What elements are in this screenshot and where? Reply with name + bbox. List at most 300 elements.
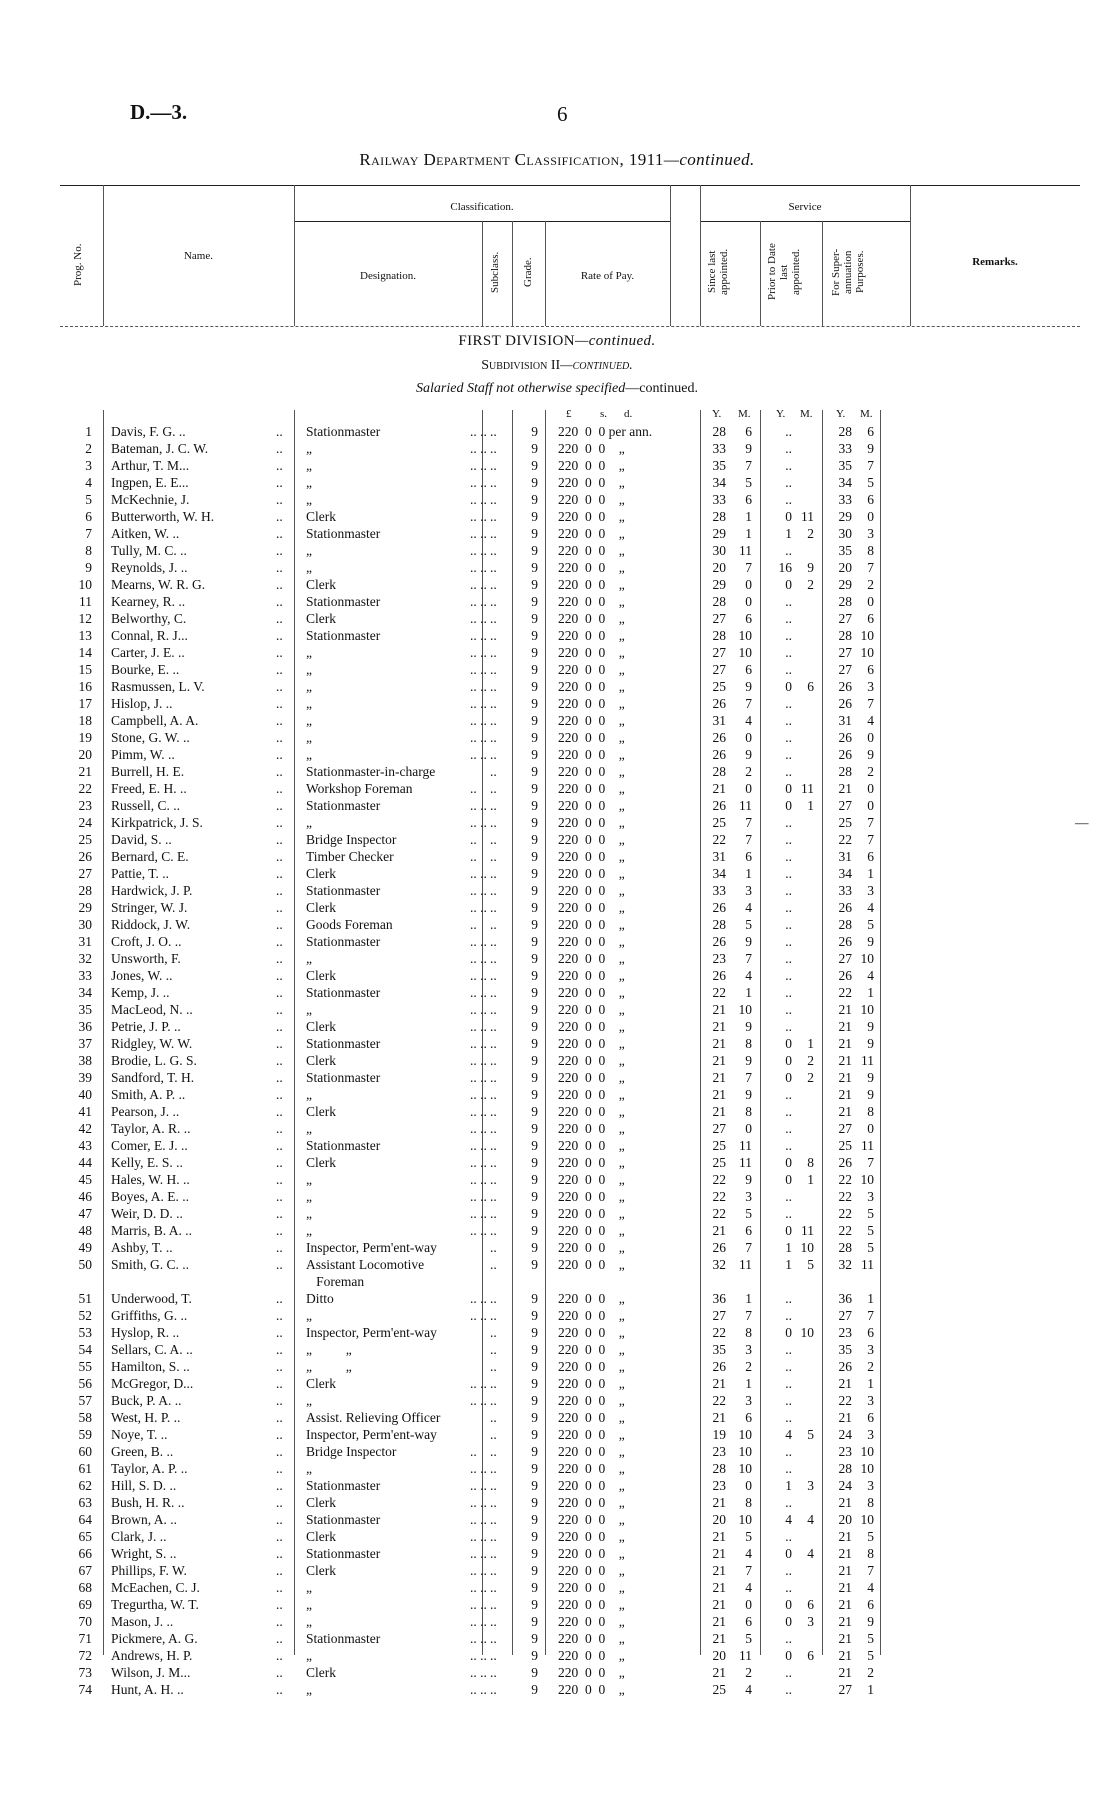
since-months-cell: 10 [738, 1427, 752, 1442]
designation-cell: Stationmaster [306, 1478, 381, 1493]
table-row [0, 441, 1114, 457]
super-years-cell: 22 [838, 1172, 852, 1187]
leader-dots: .. .. [470, 1461, 487, 1476]
super-months-cell: 9 [867, 1070, 874, 1085]
rate-of-pay-cell: 220 0 0 „ [558, 1682, 625, 1697]
super-months-cell: 0 [867, 781, 874, 796]
grade-cell: 9 [531, 747, 538, 762]
leader-dots: .. [276, 764, 283, 779]
since-months-cell: 10 [738, 1512, 752, 1527]
since-months-cell: 2 [745, 1665, 752, 1680]
grade-cell: 9 [531, 1087, 538, 1102]
super-years-cell: 21 [838, 1376, 852, 1391]
table-row [0, 1427, 1114, 1443]
prior-years-cell: .. [785, 1393, 792, 1408]
name-cell: Stone, G. W. .. [111, 730, 190, 745]
since-years-cell: 35 [712, 458, 726, 473]
prior-months-cell: 11 [801, 781, 814, 796]
since-months-cell: 9 [745, 441, 752, 456]
name-cell: Tregurtha, W. T. [111, 1597, 199, 1612]
rate-of-pay-cell: 220 0 0 „ [558, 1529, 625, 1544]
subdivision-title [0, 358, 1114, 374]
leader-dots: .. .. [470, 815, 487, 830]
subclass-cell: .. [490, 917, 497, 932]
table-row [0, 1648, 1114, 1664]
table-row [0, 900, 1114, 916]
subclass-cell: .. [490, 849, 497, 864]
table-row [0, 934, 1114, 950]
leader-dots: .. .. [470, 1121, 487, 1136]
since-years-cell: 22 [712, 1325, 726, 1340]
since-months-cell: 9 [745, 747, 752, 762]
leader-dots: .. .. [470, 985, 487, 1000]
rate-of-pay-cell: 220 0 0 „ [558, 1478, 625, 1493]
subclass-cell: .. [490, 1461, 497, 1476]
subclass-cell: .. [490, 458, 497, 473]
super-months-cell: 5 [867, 917, 874, 932]
grade-cell: 9 [531, 475, 538, 490]
prior-years-cell: 0 [785, 1036, 792, 1051]
super-months-cell: 7 [867, 1155, 874, 1170]
super-years-cell: 24 [838, 1478, 852, 1493]
prior-years-cell: .. [785, 883, 792, 898]
grade-cell: 9 [531, 1580, 538, 1595]
rate-of-pay-cell: 220 0 0 „ [558, 1512, 625, 1527]
table-row [0, 1597, 1114, 1613]
subclass-cell: .. [490, 815, 497, 830]
subclass-cell: .. [490, 628, 497, 643]
designation-cell: Bridge Inspector [306, 832, 397, 847]
super-years-cell: 28 [838, 628, 852, 643]
since-months-cell: 7 [745, 815, 752, 830]
since-months-cell: 7 [745, 832, 752, 847]
designation-cell: „ [306, 1087, 312, 1102]
prior-years-cell: .. [785, 917, 792, 932]
prog-no-heading: Prog. No. [72, 243, 84, 287]
super-years-cell: 27 [838, 611, 852, 626]
leader-dots: .. [276, 781, 283, 796]
prog-no-cell: 62 [78, 1478, 92, 1493]
prior-years-cell: 0 [785, 509, 792, 524]
super-months-cell: 7 [867, 458, 874, 473]
prior-years-cell: 0 [785, 1070, 792, 1085]
name-cell: Kearney, R. .. [111, 594, 186, 609]
rate-of-pay-cell: 220 0 0 „ [558, 730, 625, 745]
leader-dots: .. [276, 1002, 283, 1017]
table-row [0, 1359, 1114, 1375]
leader-dots: .. .. [470, 747, 487, 762]
super-months-cell: 0 [867, 798, 874, 813]
prior-years-cell: .. [785, 934, 792, 949]
super-years-cell: 21 [838, 781, 852, 796]
since-years-cell: 20 [712, 1648, 726, 1663]
leader-dots: .. .. [470, 1665, 487, 1680]
grade-cell: 9 [531, 662, 538, 677]
super-years-cell: 28 [838, 424, 852, 439]
super-months-cell: 8 [867, 1495, 874, 1510]
since-months-cell: 2 [745, 1359, 752, 1374]
leader-dots: .. .. [470, 1614, 487, 1629]
table-row [0, 475, 1114, 491]
leader-dots: .. [276, 594, 283, 609]
since-months-cell: 4 [745, 900, 752, 915]
name-cell: Clark, J. .. [111, 1529, 167, 1544]
table-row [0, 1053, 1114, 1069]
name-cell: Taylor, A. R. .. [111, 1121, 191, 1136]
prior-months-cell: 5 [807, 1257, 814, 1272]
super-years-cell: 21 [838, 1665, 852, 1680]
since-years-cell: 26 [712, 798, 726, 813]
table-row [0, 1580, 1114, 1596]
prior-years-cell: .. [785, 594, 792, 609]
prior-years-cell: .. [785, 832, 792, 847]
super-years-cell: 21 [838, 1087, 852, 1102]
col-divider [512, 221, 513, 326]
super-years-cell: 29 [838, 577, 852, 592]
name-cell: Sellars, C. A. .. [111, 1342, 193, 1357]
prior-years-cell: .. [785, 1580, 792, 1595]
super-months-cell: 2 [867, 764, 874, 779]
designation-cell: „ [306, 1223, 312, 1238]
since-years-cell: 21 [712, 1580, 726, 1595]
prog-no-cell: 60 [78, 1444, 92, 1459]
super-years-cell: 27 [838, 798, 852, 813]
prior-months-cell: 11 [801, 1223, 814, 1238]
designation-cell: „ „ [306, 1359, 352, 1374]
designation-cell: Stationmaster-in-charge [306, 764, 436, 779]
name-cell: Mearns, W. R. G. [111, 577, 206, 592]
super-years-cell: 27 [838, 1682, 852, 1697]
rate-of-pay-cell: 220 0 0 „ [558, 815, 625, 830]
designation-cell: Stationmaster [306, 1070, 381, 1085]
grade-cell: 9 [531, 1444, 538, 1459]
subclass-cell: .. [490, 577, 497, 592]
leader-dots: .. [276, 968, 283, 983]
since-months-cell: 11 [739, 1155, 752, 1170]
super-months-cell: 0 [867, 1121, 874, 1136]
grade-cell: 9 [531, 492, 538, 507]
prog-no-cell: 1 [85, 424, 92, 439]
leader-dots: .. .. [470, 1019, 487, 1034]
prog-no-cell: 42 [78, 1121, 92, 1136]
subclass-cell: .. [490, 781, 497, 796]
subclass-cell: .. [490, 1206, 497, 1221]
table-row [0, 1563, 1114, 1579]
designation-cell: Assist. Relieving Officer [306, 1410, 441, 1425]
leader-dots: .. .. [470, 1631, 487, 1646]
prog-no-cell: 40 [78, 1087, 92, 1102]
subclass-heading: Subclass. [489, 251, 501, 293]
since-months-cell: 6 [745, 492, 752, 507]
name-cell: Campbell, A. A. [111, 713, 199, 728]
leader-dots: .. .. [470, 1070, 487, 1085]
subclass-cell: .. [490, 492, 497, 507]
since-years-cell: 30 [712, 543, 726, 558]
rate-of-pay-cell: 220 0 0 „ [558, 1359, 625, 1374]
leader-dots: .. [276, 1580, 283, 1595]
prior-months-cell: 10 [800, 1240, 814, 1255]
subclass-cell: .. [490, 1189, 497, 1204]
prog-no-cell: 51 [78, 1291, 92, 1306]
name-cell: Brodie, L. G. S. [111, 1053, 197, 1068]
leader-dots: .. .. [470, 475, 487, 490]
prog-no-cell: 38 [78, 1053, 92, 1068]
prog-no-cell: 43 [78, 1138, 92, 1153]
prior-years-cell: 4 [785, 1512, 792, 1527]
leader-dots: .. [276, 798, 283, 813]
rate-of-pay-cell: 220 0 0 „ [558, 1223, 625, 1238]
since-years-cell: 34 [712, 475, 726, 490]
designation-cell: „ [306, 696, 312, 711]
name-cell: Petrie, J. P. .. [111, 1019, 181, 1034]
rate-of-pay-cell: 220 0 0 „ [558, 1546, 625, 1561]
subclass-cell: .. [490, 696, 497, 711]
subclass-cell: .. [490, 1614, 497, 1629]
prior-years-cell: .. [785, 611, 792, 626]
since-months-cell: 7 [745, 458, 752, 473]
prog-no-cell: 8 [85, 543, 92, 558]
designation-cell: „ [306, 492, 312, 507]
subclass-cell: .. [490, 611, 497, 626]
prior-years-cell: .. [785, 696, 792, 711]
name-cell: Pimm, W. .. [111, 747, 175, 762]
since-years-cell: 22 [712, 1189, 726, 1204]
grade-cell: 9 [531, 866, 538, 881]
subclass-cell: .. [490, 1291, 497, 1306]
designation-cell: „ „ [306, 1342, 352, 1357]
staff-title-suffix: —continued. [625, 381, 698, 396]
leader-dots: .. .. [470, 594, 487, 609]
subclass-cell: .. [490, 1002, 497, 1017]
table-row [0, 917, 1114, 933]
subclass-cell: .. [490, 662, 497, 677]
rate-of-pay-cell: 220 0 0 „ [558, 968, 625, 983]
super-years-cell: 21 [838, 1529, 852, 1544]
leader-dots: .. [276, 1682, 283, 1697]
grade-cell: 9 [531, 832, 538, 847]
super-years-cell: 21 [838, 1495, 852, 1510]
table-row [0, 492, 1114, 508]
grade-cell: 9 [531, 424, 538, 439]
since-months-cell: 4 [745, 1580, 752, 1595]
since-months-cell: 7 [745, 560, 752, 575]
super-months-cell: 6 [867, 662, 874, 677]
subclass-cell: .. [490, 1308, 497, 1323]
grade-cell: 9 [531, 1342, 538, 1357]
subclass-cell: .. [490, 1240, 497, 1255]
rate-of-pay-cell: 220 0 0 „ [558, 1325, 625, 1340]
prior-years-cell: .. [785, 441, 792, 456]
super-months-cell: 3 [867, 1342, 874, 1357]
prior-years-cell: 0 [785, 1597, 792, 1612]
table-row [0, 730, 1114, 746]
unit-shilling: s. [600, 408, 608, 420]
name-cell: Comer, E. J. .. [111, 1138, 188, 1153]
designation-cell: „ [306, 441, 312, 456]
prior-months-cell: 5 [807, 1427, 814, 1442]
prog-no-cell: 23 [78, 798, 92, 813]
subclass-cell: .. [490, 1495, 497, 1510]
subclass-cell: .. [490, 985, 497, 1000]
prior-years-cell: 0 [785, 1172, 792, 1187]
subclass-cell: .. [490, 526, 497, 541]
super-months-cell: 5 [867, 475, 874, 490]
designation-cell: „ [306, 1121, 312, 1136]
subclass-cell: .. [490, 1342, 497, 1357]
designation-cell: „ [306, 1308, 312, 1323]
prog-no-cell: 4 [85, 475, 92, 490]
table-row [0, 1478, 1114, 1494]
table-row [0, 1138, 1114, 1154]
grade-cell: 9 [531, 645, 538, 660]
leader-dots: .. [276, 1631, 283, 1646]
leader-dots: .. [276, 934, 283, 949]
prior-years-cell: .. [785, 1359, 792, 1374]
leader-dots: .. [276, 560, 283, 575]
super-months-cell: 3 [867, 883, 874, 898]
grade-cell: 9 [531, 1427, 538, 1442]
subclass-cell: .. [490, 798, 497, 813]
rate-of-pay-cell: 220 0 0 „ [558, 1206, 625, 1221]
since-months-cell: 9 [745, 1053, 752, 1068]
prior-years-cell: 0 [785, 1155, 792, 1170]
rate-of-pay-cell: 220 0 0 „ [558, 1138, 625, 1153]
header-bottom-rule [60, 326, 1080, 327]
grade-cell: 9 [531, 900, 538, 915]
name-cell: Aitken, W. .. [111, 526, 180, 541]
prior-years-cell: 16 [778, 560, 792, 575]
leader-dots: .. [276, 1614, 283, 1629]
prog-no-cell: 26 [78, 849, 92, 864]
name-cell: Pickmere, A. G. [111, 1631, 198, 1646]
prior-years-cell: .. [785, 1495, 792, 1510]
table-row [0, 781, 1114, 797]
designation-cell: Clerk [306, 1376, 336, 1391]
leader-dots: .. [276, 832, 283, 847]
designation-cell: Clerk [306, 1665, 336, 1680]
rate-of-pay-cell: 220 0 0 „ [558, 1376, 625, 1391]
prog-no-cell: 73 [78, 1665, 92, 1680]
subclass-cell: .. [490, 1070, 497, 1085]
grade-cell: 9 [531, 1648, 538, 1663]
since-months-cell: 11 [739, 798, 752, 813]
leader-dots: .. [276, 815, 283, 830]
prog-no-cell: 29 [78, 900, 92, 915]
table-row [0, 1631, 1114, 1647]
since-months-cell: 7 [745, 1240, 752, 1255]
name-cell: Riddock, J. W. [111, 917, 191, 932]
grade-cell: 9 [531, 1257, 538, 1272]
since-months-cell: 0 [745, 781, 752, 796]
table-row [0, 1206, 1114, 1222]
leader-dots: .. .. [470, 934, 487, 949]
designation-cell: Inspector, Perm'ent-way [306, 1427, 437, 1442]
rate-of-pay-cell: 220 0 0 „ [558, 628, 625, 643]
since-months-cell: 7 [745, 696, 752, 711]
super-years-cell: 21 [838, 1546, 852, 1561]
leader-dots: .. [276, 1087, 283, 1102]
subclass-cell: .. [490, 509, 497, 524]
superannuation-heading: For Super- annuation Purposes. [830, 248, 866, 296]
name-cell: Wilson, J. M... [111, 1665, 191, 1680]
since-years-cell: 21 [712, 1036, 726, 1051]
leader-dots: .. [276, 1172, 283, 1187]
super-years-cell: 21 [838, 1070, 852, 1085]
designation-cell: „ [306, 1461, 312, 1476]
designation-cell: „ [306, 951, 312, 966]
leader-dots: .. [276, 1342, 283, 1357]
leader-dots: .. [276, 1648, 283, 1663]
leader-dots: .. [276, 1529, 283, 1544]
since-months-cell: 8 [745, 1325, 752, 1340]
since-years-cell: 35 [712, 1342, 726, 1357]
since-months-cell: 10 [738, 628, 752, 643]
leader-dots: .. .. [470, 1172, 487, 1187]
subclass-cell: .. [490, 747, 497, 762]
leader-dots: .. [276, 475, 283, 490]
prior-months-cell: 4 [807, 1512, 814, 1527]
super-months-cell: 6 [867, 492, 874, 507]
name-cell: Griffiths, G. .. [111, 1308, 188, 1323]
remarks-mark: — [1075, 815, 1089, 830]
grade-cell: 9 [531, 1410, 538, 1425]
designation-cell: Stationmaster [306, 1631, 381, 1646]
super-years-cell: 27 [838, 951, 852, 966]
rate-of-pay-cell: 220 0 0 „ [558, 764, 625, 779]
prog-no-cell: 2 [85, 441, 92, 456]
prior-years-cell: .. [785, 1342, 792, 1357]
super-years-cell: 28 [838, 594, 852, 609]
since-months-cell: 6 [745, 611, 752, 626]
super-years-cell: 21 [838, 1002, 852, 1017]
leader-dots: .. .. [470, 662, 487, 677]
super-months-cell: 5 [867, 1223, 874, 1238]
designation-cell: Clerk [306, 968, 336, 983]
super-years-cell: 22 [838, 1189, 852, 1204]
super-years-cell: 21 [838, 1631, 852, 1646]
prog-no-cell: 15 [78, 662, 92, 677]
table-row [0, 696, 1114, 712]
prior-years-cell: .. [785, 1410, 792, 1425]
since-months-cell: 5 [745, 1631, 752, 1646]
super-years-cell: 21 [838, 1053, 852, 1068]
leader-dots: .. [276, 1461, 283, 1476]
rate-of-pay-cell: 220 0 0 „ [558, 1053, 625, 1068]
since-years-cell: 26 [712, 696, 726, 711]
name-cell: Kelly, E. S. .. [111, 1155, 183, 1170]
name-cell: McKechnie, J. [111, 492, 190, 507]
subclass-cell: .. [490, 1019, 497, 1034]
prior-years-cell: .. [785, 1002, 792, 1017]
super-months-cell: 10 [860, 1172, 874, 1187]
table-row [0, 628, 1114, 644]
since-years-cell: 23 [712, 1478, 726, 1493]
grade-cell: 9 [531, 849, 538, 864]
leader-dots: .. [276, 492, 283, 507]
prog-no-cell: 50 [78, 1257, 92, 1272]
table-row [0, 1087, 1114, 1103]
leader-dots: .. .. [470, 1104, 487, 1119]
prior-months-cell: 3 [807, 1614, 814, 1629]
table-row [0, 1495, 1114, 1511]
designation-cell: „ [306, 713, 312, 728]
table-row [0, 713, 1114, 729]
super-years-cell: 28 [838, 917, 852, 932]
name-cell: Buck, P. A. .. [111, 1393, 182, 1408]
col-divider [760, 221, 761, 326]
name-cell: Burrell, H. E. [111, 764, 185, 779]
rate-of-pay-cell: 220 0 0 „ [558, 1104, 625, 1119]
